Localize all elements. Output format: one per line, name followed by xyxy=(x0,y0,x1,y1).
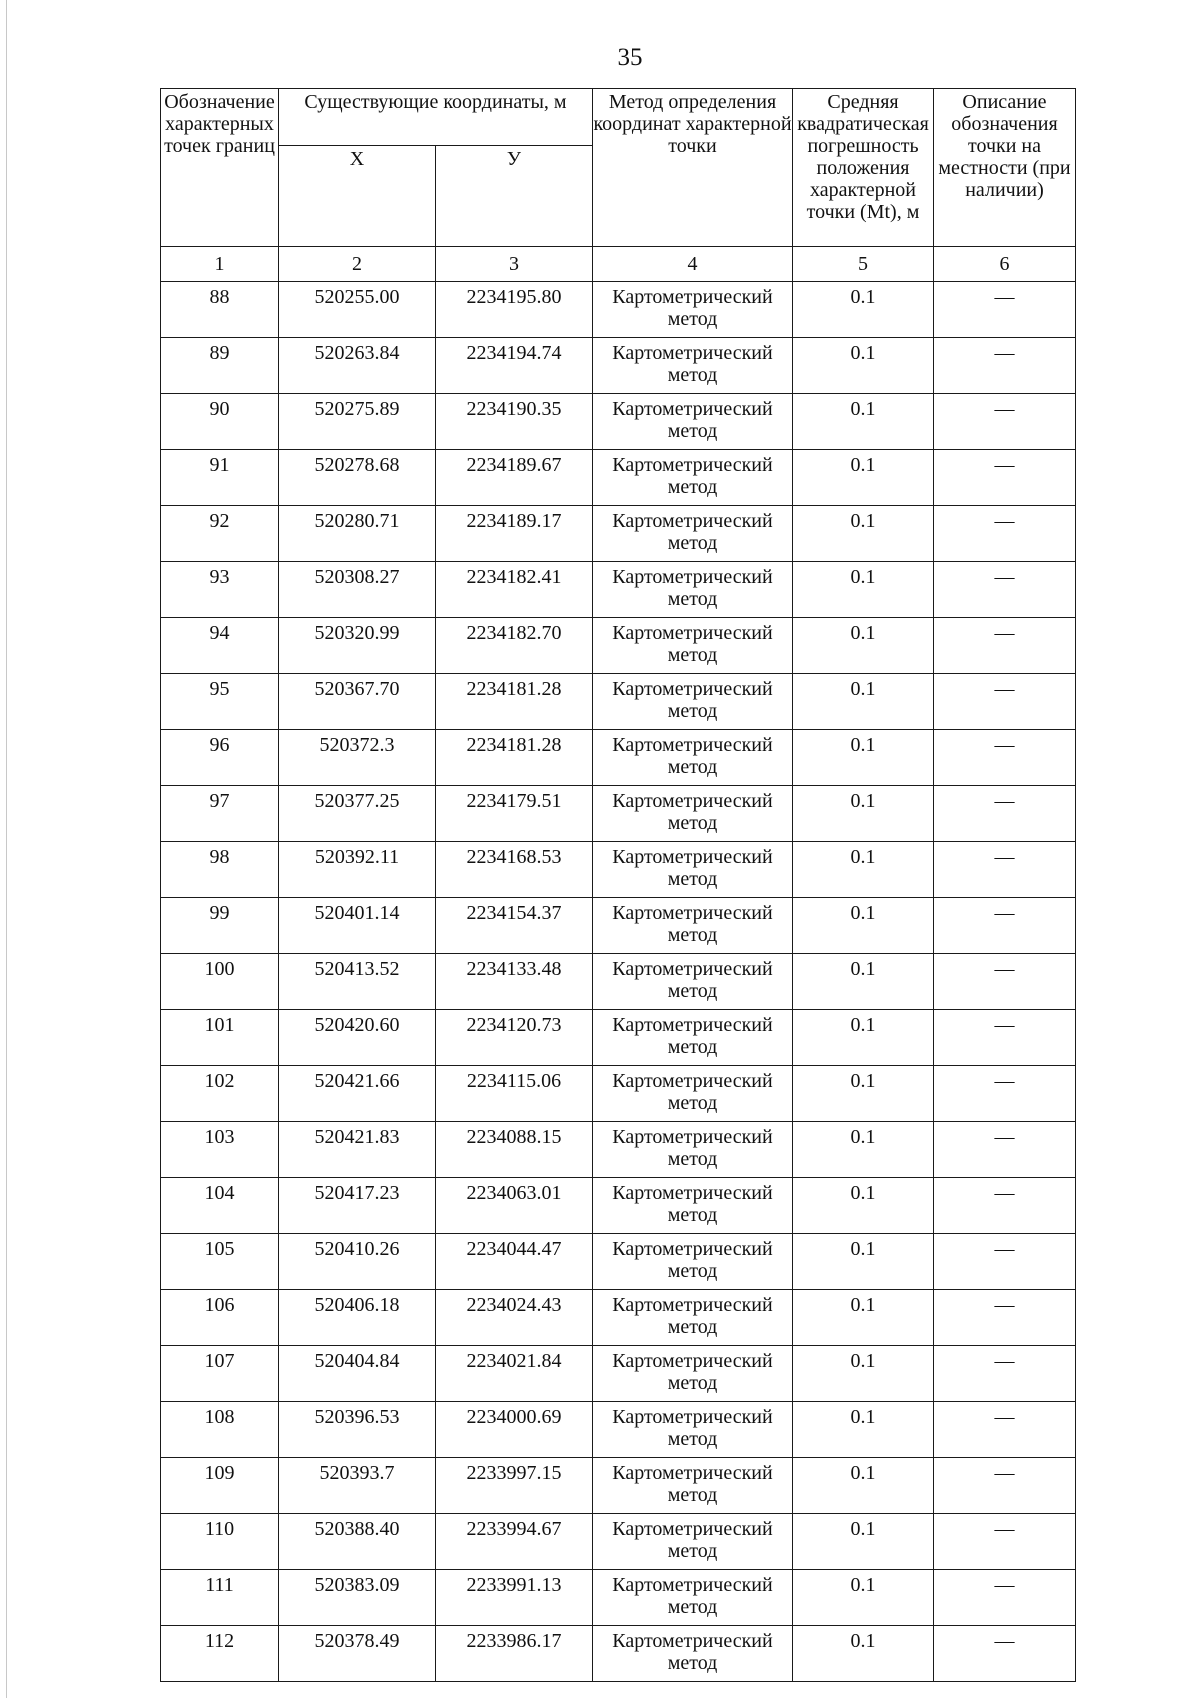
cell-method: Картометрический метод xyxy=(593,898,793,954)
table-row xyxy=(161,394,1076,450)
cell-mt: 0.1 xyxy=(793,1458,934,1514)
cell-point-id: 93 xyxy=(161,562,279,618)
cell-mt: 0.1 xyxy=(793,338,934,394)
cell-method: Картометрический метод xyxy=(593,618,793,674)
cell-description: — xyxy=(934,842,1076,898)
cell-description: — xyxy=(934,1122,1076,1178)
cell-description: — xyxy=(934,1570,1076,1626)
cell-point-id: 105 xyxy=(161,1234,279,1290)
cell-method: Картометрический метод xyxy=(593,1178,793,1234)
column-number: 6 xyxy=(934,247,1076,282)
page-number: 35 xyxy=(617,44,643,71)
cell-coord-y: 2234063.01 xyxy=(436,1178,593,1234)
cell-coord-x: 520280.71 xyxy=(279,506,436,562)
cell-method: Картометрический метод xyxy=(593,394,793,450)
column-number: 2 xyxy=(279,247,436,282)
cell-method: Картометрический метод xyxy=(593,1458,793,1514)
cell-mt: 0.1 xyxy=(793,1066,934,1122)
cell-coord-y: 2234194.74 xyxy=(436,338,593,394)
cell-point-id: 110 xyxy=(161,1514,279,1570)
cell-method: Картометрический метод xyxy=(593,1626,793,1682)
cell-mt: 0.1 xyxy=(793,562,934,618)
cell-description: — xyxy=(934,282,1076,338)
cell-point-id: 91 xyxy=(161,450,279,506)
cell-coord-y: 2234182.70 xyxy=(436,618,593,674)
cell-coord-x: 520278.68 xyxy=(279,450,436,506)
column-number: 5 xyxy=(793,247,934,282)
cell-mt: 0.1 xyxy=(793,730,934,786)
cell-mt: 0.1 xyxy=(793,842,934,898)
cell-method: Картометрический метод xyxy=(593,1346,793,1402)
cell-coord-x: 520392.11 xyxy=(279,842,436,898)
cell-description: — xyxy=(934,1514,1076,1570)
cell-mt: 0.1 xyxy=(793,1402,934,1458)
cell-coord-y: 2234195.80 xyxy=(436,282,593,338)
cell-mt: 0.1 xyxy=(793,1514,934,1570)
cell-point-id: 89 xyxy=(161,338,279,394)
cell-description: — xyxy=(934,506,1076,562)
table-row xyxy=(161,1290,1076,1346)
cell-method: Картометрический метод xyxy=(593,1010,793,1066)
header-y: У xyxy=(436,146,593,247)
table-row xyxy=(161,1122,1076,1178)
page-edge-line xyxy=(6,0,7,1698)
cell-point-id: 104 xyxy=(161,1178,279,1234)
cell-mt: 0.1 xyxy=(793,394,934,450)
table-row xyxy=(161,1402,1076,1458)
cell-method: Картометрический метод xyxy=(593,1570,793,1626)
cell-point-id: 111 xyxy=(161,1570,279,1626)
cell-description: — xyxy=(934,1178,1076,1234)
cell-point-id: 96 xyxy=(161,730,279,786)
cell-method: Картометрический метод xyxy=(593,954,793,1010)
cell-description: — xyxy=(934,1010,1076,1066)
cell-mt: 0.1 xyxy=(793,506,934,562)
coordinates-table-wrapper xyxy=(160,88,1076,1682)
cell-mt: 0.1 xyxy=(793,1178,934,1234)
table-row xyxy=(161,954,1076,1010)
cell-coord-x: 520367.70 xyxy=(279,674,436,730)
cell-description: — xyxy=(934,1626,1076,1682)
table-row xyxy=(161,1570,1076,1626)
cell-coord-y: 2234154.37 xyxy=(436,898,593,954)
cell-mt: 0.1 xyxy=(793,618,934,674)
cell-coord-x: 520421.83 xyxy=(279,1122,436,1178)
cell-coord-x: 520383.09 xyxy=(279,1570,436,1626)
table-row xyxy=(161,1626,1076,1682)
header-point-designation: Обозначение характерных точек границ xyxy=(161,89,279,247)
cell-coord-y: 2234179.51 xyxy=(436,786,593,842)
cell-coord-x: 520417.23 xyxy=(279,1178,436,1234)
cell-coord-y: 2234120.73 xyxy=(436,1010,593,1066)
cell-mt: 0.1 xyxy=(793,1010,934,1066)
cell-mt: 0.1 xyxy=(793,1122,934,1178)
cell-coord-x: 520410.26 xyxy=(279,1234,436,1290)
cell-mt: 0.1 xyxy=(793,898,934,954)
cell-mt: 0.1 xyxy=(793,1346,934,1402)
cell-coord-y: 2234024.43 xyxy=(436,1290,593,1346)
cell-method: Картометрический метод xyxy=(593,842,793,898)
table-row xyxy=(161,618,1076,674)
cell-point-id: 108 xyxy=(161,1402,279,1458)
cell-coord-y: 2234189.67 xyxy=(436,450,593,506)
cell-mt: 0.1 xyxy=(793,1234,934,1290)
cell-mt: 0.1 xyxy=(793,954,934,1010)
cell-coord-y: 2234181.28 xyxy=(436,730,593,786)
cell-method: Картометрический метод xyxy=(593,1514,793,1570)
cell-coord-x: 520396.53 xyxy=(279,1402,436,1458)
cell-method: Картометрический метод xyxy=(593,282,793,338)
cell-method: Картометрический метод xyxy=(593,1402,793,1458)
header-method: Метод определения координат характерной точки xyxy=(593,89,793,247)
cell-description: — xyxy=(934,1234,1076,1290)
cell-coord-x: 520377.25 xyxy=(279,786,436,842)
cell-point-id: 94 xyxy=(161,618,279,674)
cell-method: Картометрический метод xyxy=(593,674,793,730)
cell-coord-x: 520378.49 xyxy=(279,1626,436,1682)
cell-coord-x: 520421.66 xyxy=(279,1066,436,1122)
cell-method: Картометрический метод xyxy=(593,1066,793,1122)
header-x: Х xyxy=(279,146,436,247)
cell-coord-x: 520388.40 xyxy=(279,1514,436,1570)
table-row xyxy=(161,786,1076,842)
cell-point-id: 112 xyxy=(161,1626,279,1682)
cell-description: — xyxy=(934,1346,1076,1402)
table-body xyxy=(161,282,1076,1682)
table-row xyxy=(161,562,1076,618)
cell-point-id: 92 xyxy=(161,506,279,562)
cell-mt: 0.1 xyxy=(793,786,934,842)
cell-coord-y: 2234181.28 xyxy=(436,674,593,730)
table-row xyxy=(161,1010,1076,1066)
header-description: Описание обозначения точки на местности (при наличии) xyxy=(934,89,1076,247)
cell-coord-y: 2234182.41 xyxy=(436,562,593,618)
cell-point-id: 100 xyxy=(161,954,279,1010)
cell-point-id: 99 xyxy=(161,898,279,954)
table-row xyxy=(161,730,1076,786)
cell-coord-y: 2234115.06 xyxy=(436,1066,593,1122)
cell-method: Картометрический метод xyxy=(593,1234,793,1290)
cell-description: — xyxy=(934,394,1076,450)
cell-mt: 0.1 xyxy=(793,282,934,338)
cell-point-id: 106 xyxy=(161,1290,279,1346)
cell-point-id: 103 xyxy=(161,1122,279,1178)
table-row xyxy=(161,282,1076,338)
cell-description: — xyxy=(934,1458,1076,1514)
column-number: 3 xyxy=(436,247,593,282)
cell-coord-y: 2234000.69 xyxy=(436,1402,593,1458)
cell-coord-x: 520372.3 xyxy=(279,730,436,786)
table-row xyxy=(161,338,1076,394)
cell-description: — xyxy=(934,1290,1076,1346)
cell-method: Картометрический метод xyxy=(593,338,793,394)
cell-coord-y: 2234189.17 xyxy=(436,506,593,562)
cell-point-id: 88 xyxy=(161,282,279,338)
cell-coord-y: 2234190.35 xyxy=(436,394,593,450)
cell-coord-x: 520413.52 xyxy=(279,954,436,1010)
cell-coord-x: 520406.18 xyxy=(279,1290,436,1346)
cell-coord-y: 2234044.47 xyxy=(436,1234,593,1290)
cell-description: — xyxy=(934,1402,1076,1458)
cell-mt: 0.1 xyxy=(793,674,934,730)
cell-point-id: 101 xyxy=(161,1010,279,1066)
table-row xyxy=(161,898,1076,954)
table-row xyxy=(161,1178,1076,1234)
cell-description: — xyxy=(934,618,1076,674)
table-row xyxy=(161,1066,1076,1122)
cell-method: Картометрический метод xyxy=(593,730,793,786)
cell-coord-y: 2233986.17 xyxy=(436,1626,593,1682)
cell-method: Картометрический метод xyxy=(593,450,793,506)
cell-coord-x: 520255.00 xyxy=(279,282,436,338)
coordinates-table xyxy=(160,88,1076,1682)
cell-description: — xyxy=(934,562,1076,618)
cell-coord-x: 520275.89 xyxy=(279,394,436,450)
cell-coord-y: 2234021.84 xyxy=(436,1346,593,1402)
cell-coord-y: 2234133.48 xyxy=(436,954,593,1010)
cell-method: Картометрический метод xyxy=(593,1122,793,1178)
table-row xyxy=(161,1234,1076,1290)
cell-mt: 0.1 xyxy=(793,1626,934,1682)
header-mean-square-error: Средняя квадратическая погрешность положения характерной точки (Mt), м xyxy=(793,89,934,247)
cell-mt: 0.1 xyxy=(793,1570,934,1626)
cell-description: — xyxy=(934,450,1076,506)
cell-mt: 0.1 xyxy=(793,1290,934,1346)
cell-method: Картометрический метод xyxy=(593,562,793,618)
cell-coord-y: 2234088.15 xyxy=(436,1122,593,1178)
cell-coord-y: 2233991.13 xyxy=(436,1570,593,1626)
table-row xyxy=(161,842,1076,898)
cell-method: Картометрический метод xyxy=(593,1290,793,1346)
cell-coord-x: 520263.84 xyxy=(279,338,436,394)
cell-description: — xyxy=(934,898,1076,954)
table-row xyxy=(161,450,1076,506)
cell-coord-x: 520401.14 xyxy=(279,898,436,954)
cell-point-id: 109 xyxy=(161,1458,279,1514)
cell-coord-x: 520308.27 xyxy=(279,562,436,618)
table-row xyxy=(161,506,1076,562)
cell-point-id: 97 xyxy=(161,786,279,842)
cell-description: — xyxy=(934,730,1076,786)
cell-point-id: 98 xyxy=(161,842,279,898)
column-number: 4 xyxy=(593,247,793,282)
cell-mt: 0.1 xyxy=(793,450,934,506)
cell-description: — xyxy=(934,674,1076,730)
column-number: 1 xyxy=(161,247,279,282)
header-existing-coordinates: Существующие координаты, м xyxy=(279,89,593,146)
cell-description: — xyxy=(934,1066,1076,1122)
cell-point-id: 107 xyxy=(161,1346,279,1402)
table-row xyxy=(161,1514,1076,1570)
cell-description: — xyxy=(934,954,1076,1010)
cell-description: — xyxy=(934,338,1076,394)
table-row xyxy=(161,674,1076,730)
table-row xyxy=(161,1458,1076,1514)
cell-coord-y: 2233994.67 xyxy=(436,1514,593,1570)
cell-coord-x: 520320.99 xyxy=(279,618,436,674)
cell-coord-y: 2233997.15 xyxy=(436,1458,593,1514)
cell-point-id: 102 xyxy=(161,1066,279,1122)
cell-coord-y: 2234168.53 xyxy=(436,842,593,898)
cell-description: — xyxy=(934,786,1076,842)
cell-point-id: 90 xyxy=(161,394,279,450)
cell-coord-x: 520404.84 xyxy=(279,1346,436,1402)
cell-point-id: 95 xyxy=(161,674,279,730)
cell-coord-x: 520393.7 xyxy=(279,1458,436,1514)
cell-method: Картометрический метод xyxy=(593,506,793,562)
cell-method: Картометрический метод xyxy=(593,786,793,842)
cell-coord-x: 520420.60 xyxy=(279,1010,436,1066)
table-row xyxy=(161,1346,1076,1402)
